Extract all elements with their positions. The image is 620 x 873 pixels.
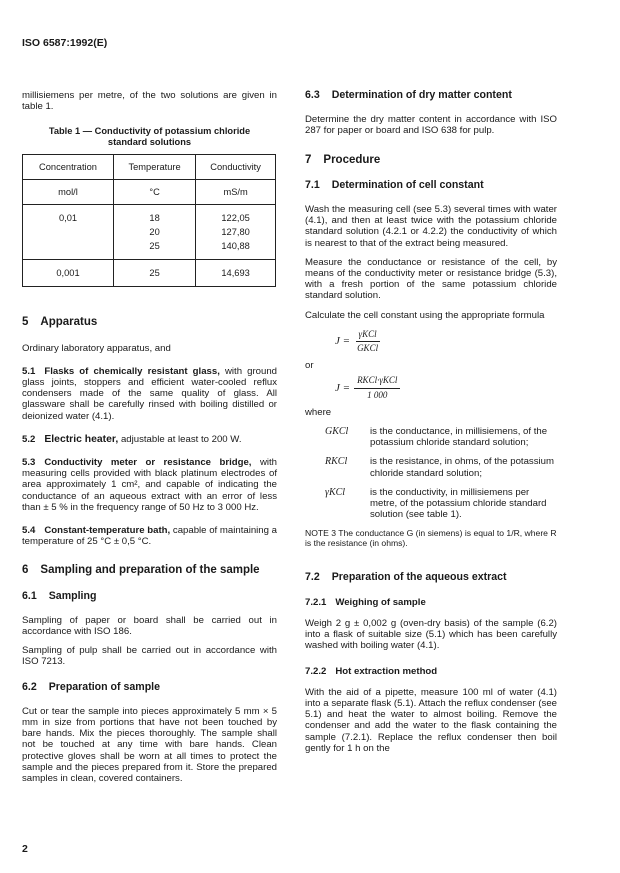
section-number: 7.1 — [305, 178, 320, 191]
page-number: 2 — [22, 843, 28, 855]
section-number: 6.1 — [22, 589, 37, 602]
section-6-heading — [22, 565, 277, 576]
section-6-3-heading — [305, 90, 557, 101]
table1-caption — [22, 126, 277, 148]
section-title: Sampling and preparation of the sample — [40, 564, 260, 577]
section-number: 7.2.2 — [305, 665, 327, 677]
formula-lhs: J = — [335, 381, 351, 394]
section-7-2-2-heading — [305, 666, 557, 677]
formula-lhs: J = — [335, 334, 351, 347]
s5-3-paragraph — [22, 457, 277, 513]
s5-4-paragraph — [22, 525, 277, 547]
definition-symbol: γKCl — [325, 486, 346, 498]
where-text: where — [305, 406, 332, 418]
definition-symbol: RKCl — [325, 456, 348, 468]
formula-fraction — [354, 375, 400, 400]
section-number: 7 — [305, 153, 312, 166]
header-conductivity: Conductivity — [196, 155, 276, 180]
cell-cond: 14,693 — [196, 260, 276, 287]
clause-text: capable of maintaining a temperature of 25 °C ± 0,5 °C. — [22, 525, 277, 548]
s7-1-p2: Measure the conductance or resistance of the cell, by means of the conductivity meter or resistance bridge (5.3), with a fresh portion of the same potassium chloride standard solution. — [305, 256, 557, 302]
section-number: 6.2 — [22, 680, 37, 693]
s5-1-paragraph — [22, 366, 277, 422]
s5-intro: Ordinary laboratory apparatus, and — [22, 342, 171, 354]
section-6-1-heading — [22, 591, 277, 602]
section-6-2-heading — [22, 682, 277, 693]
definition-text: is the conductivity, in millisiemens per metre, of the potassium chloride standard solution (see table 1). — [370, 486, 547, 521]
right-column — [305, 90, 557, 762]
note-3: NOTE 3 The conductance G (in siemens) is equal to 1/R, where R is the resistance (in ohms). — [305, 528, 557, 549]
s6-1-p2: Sampling of pulp shall be carried out in accordance with ISO 7213. — [22, 645, 277, 668]
s6-3-paragraph: Determine the dry matter content in accordance with ISO 287 for paper or board and ISO 638 for pulp. — [305, 114, 557, 137]
table-row — [23, 260, 276, 287]
clause-number: 5.2 — [22, 433, 36, 445]
clause-title: Constant-temperature bath, — [44, 525, 171, 537]
section-title: Sampling — [48, 589, 97, 602]
formula-denominator: GKCl — [357, 343, 379, 354]
s5-2-paragraph — [22, 434, 277, 445]
clause-text: with ground glass joints, stoppers and efficient water-cooled reflux condensers made of the same quality of glass. All glassware shall be carefully rinsed with boiling distilled or deionized water (4.1). — [22, 365, 277, 422]
intro-paragraph: millisiemens per metre, of the two solutions are given in table 1. — [22, 90, 277, 113]
definition-item — [305, 456, 557, 478]
clause-number: 5.3 — [22, 457, 36, 469]
cell-cond: 127,80 — [221, 227, 250, 238]
definition-text: is the resistance, in ohms, of the potassium chloride standard solution; — [370, 456, 554, 479]
clause-text: with measuring cells provided with black platinum electrodes of area approximately 1 cm², and capable of indicating the conductance of an aqueous extract with an error of less than ± 5 % in the frequency range of 50 Hz to 3 000 Hz. — [22, 457, 277, 513]
section-title: Apparatus — [40, 316, 98, 329]
header-temperature: Temperature — [113, 155, 195, 180]
clause-number: 5.4 — [22, 525, 36, 537]
clause-number: 5.1 — [22, 365, 36, 377]
table-row — [23, 205, 276, 260]
document-header: ISO 6587:1992(E) — [22, 37, 108, 49]
section-title: Preparation of sample — [48, 680, 160, 693]
formula-denominator: 1 000 — [367, 389, 388, 400]
table1-caption-line2: standard solutions — [107, 137, 192, 148]
unit-conductivity: mS/m — [196, 180, 276, 205]
clause-title: Electric heater, — [44, 433, 119, 445]
section-title: Weighing of sample — [335, 596, 426, 608]
section-7-2-1-heading — [305, 597, 557, 608]
clause-text: adjustable at least to 200 W. — [120, 433, 242, 445]
cell-concentration: 0,01 — [23, 205, 114, 260]
or-text: or — [305, 360, 314, 372]
cell-concentration: 0,001 — [23, 260, 114, 287]
definition-text: is the conductance, in millisiemens, of the potassium chloride standard solution; — [370, 426, 548, 449]
s7-1-p1: Wash the measuring cell (see 5.3) several times with water (4.1), and then at least twice with the potassium chloride standard solution (4.2.1 or 4.2.2) the conductivity of which is nearest to that of the extract being measured. — [305, 204, 557, 249]
section-7-1-heading — [305, 180, 557, 191]
definition-item — [305, 426, 557, 448]
section-title: Procedure — [323, 153, 381, 166]
header-concentration: Concentration — [23, 155, 114, 180]
section-title: Preparation of the aqueous extract — [331, 571, 507, 584]
cell-conductivities — [196, 205, 276, 260]
section-number: 7.2.1 — [305, 596, 327, 608]
clause-title: Conductivity meter or resistance bridge, — [44, 457, 252, 469]
table1 — [22, 154, 276, 287]
section-number: 6 — [22, 564, 29, 577]
section-title: Hot extraction method — [335, 665, 438, 677]
section-number: 6.3 — [305, 89, 320, 101]
table1-caption-line1: Table 1 — Conductivity of potassium chloride — [48, 126, 251, 137]
formula-numerator: γKCl — [356, 329, 380, 342]
cell-temp: 20 — [149, 227, 160, 238]
cell-cond: 140,88 — [221, 241, 250, 252]
cell-temperatures — [113, 205, 195, 260]
unit-temperature: °C — [113, 180, 195, 205]
definition-item — [305, 487, 557, 521]
section-title: Determination of cell constant — [331, 178, 484, 191]
formula-1 — [335, 329, 557, 354]
definition-symbol: GKCl — [325, 426, 349, 438]
cell-temp: 25 — [113, 260, 195, 287]
s6-1-p1: Sampling of paper or board shall be carried out in accordance with ISO 186. — [22, 614, 277, 638]
formula-2 — [335, 375, 557, 400]
formula-fraction — [354, 329, 381, 354]
section-5-heading — [22, 317, 277, 328]
cell-cond: 122,05 — [221, 213, 250, 224]
section-7-2-heading — [305, 572, 557, 583]
s7-1-p3: Calculate the cell constant using the appropriate formula — [305, 309, 545, 321]
s7-2-1-paragraph: Weigh 2 g ± 0,002 g (oven-dry basis) of the sample (6.2) into a flask of suitable size (5.1) which has been carefully washed with boiling water (4.1). — [305, 617, 557, 652]
s6-2-paragraph: Cut or tear the sample into pieces approximately 5 mm × 5 mm in size from portions that have not been touched by bare hands. Mix the pieces thoroughly. The sample shall not be touched at any time with bare hands. Clean protective gloves shall be worn at all times to protect the sample and the pieces prepared from it. Store the prepared samples in clean, covered containers. — [22, 705, 277, 785]
section-number: 5 — [22, 316, 29, 329]
cell-temp: 18 — [149, 213, 160, 224]
section-7-heading — [305, 155, 557, 166]
s7-2-2-paragraph: With the aid of a pipette, measure 100 ml of water (4.1) into a separate flask (5.1). Attach the reflux condenser (see 5.1) and heat the water to almost boiling. Remove the condenser and add the water to the flask containing the sample (7.2.1). Replace the reflux condenser then boil gently for 1 h on the — [305, 686, 557, 754]
section-number: 7.2 — [305, 571, 320, 584]
clause-title: Flasks of chemically resistant glass, — [44, 365, 220, 377]
unit-concentration: mol/l — [23, 180, 114, 205]
left-column — [22, 90, 277, 792]
section-title: Determination of dry matter content — [331, 89, 512, 101]
formula-numerator: RKCl·γKCl — [354, 375, 400, 388]
cell-temp: 25 — [149, 241, 160, 252]
